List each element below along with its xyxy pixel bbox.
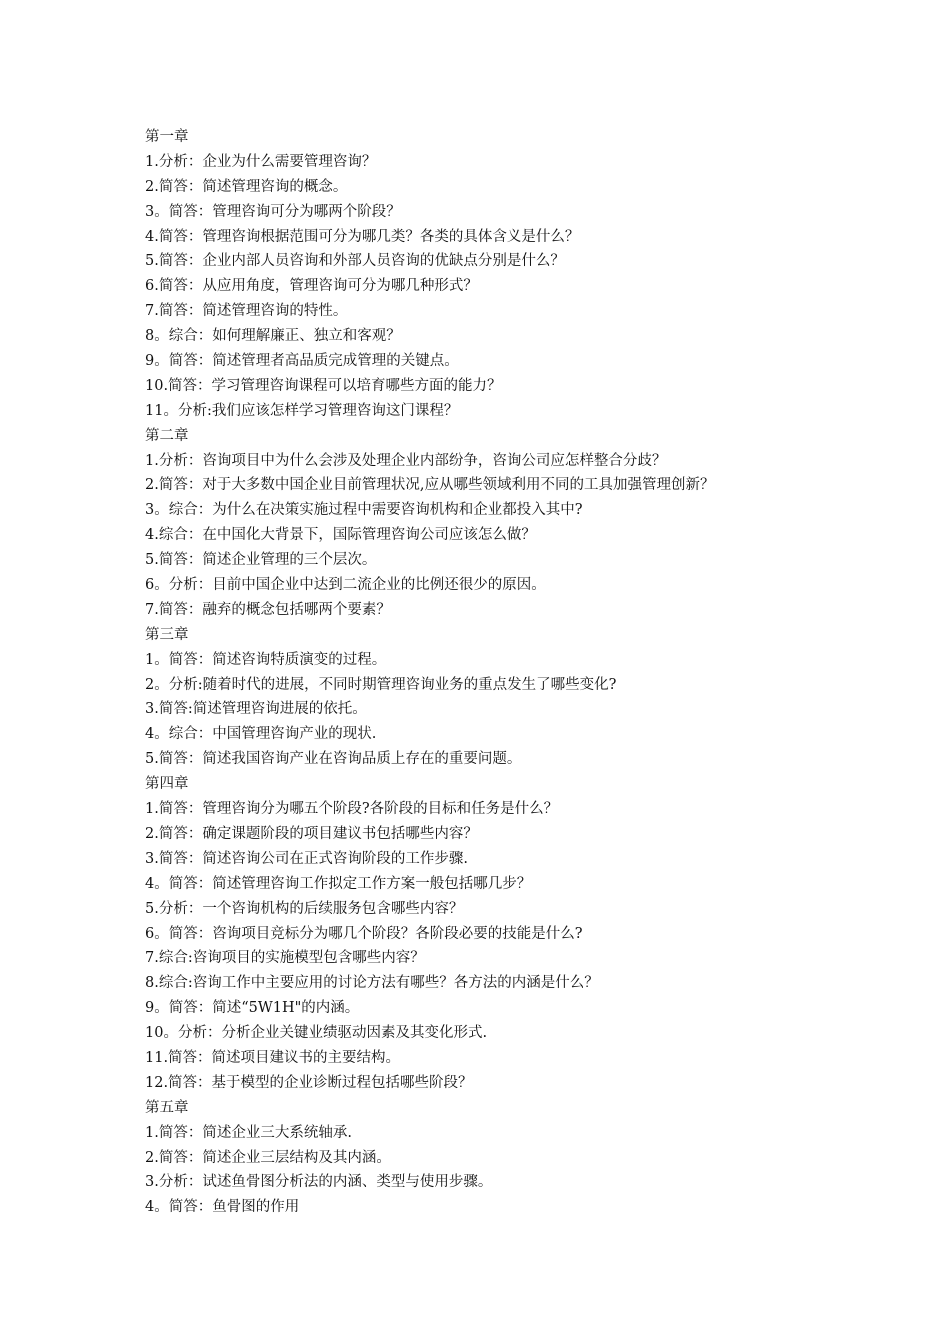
question-line: 4.简答：管理咨询根据范围可分为哪几类？各类的具体含义是什么？ [145, 228, 580, 245]
question-line: 1。简答：简述咨询特质演变的过程。 [145, 651, 387, 668]
question-line: 6。分析：目前中国企业中达到二流企业的比例还很少的原因。 [145, 577, 546, 594]
question-line: 10.简答：学习管理咨询课程可以培育哪些方面的能力？ [145, 377, 502, 394]
question-line: 5.简答：简述我国咨询产业在咨询品质上存在的重要问题。 [145, 751, 522, 768]
question-line: 8。综合：如何理解廉正、独立和客观？ [145, 328, 401, 345]
question-line: 5.简答：简述企业管理的三个层次。 [145, 552, 377, 569]
chapter-heading: 第三章 [145, 626, 189, 643]
question-line: 3。综合：为什么在决策实施过程中需要咨询机构和企业都投入其中? [145, 502, 583, 519]
question-line: 9。简答：简述管理者高品质完成管理的关键点。 [145, 353, 459, 370]
question-line: 2.简答：对于大多数中国企业目前管理状况,应从哪些领域利用不同的工具加强管理创新？ [145, 477, 715, 494]
chapter-heading: 第五章 [145, 1099, 189, 1116]
question-line: 1.简答：管理咨询分为哪五个阶段?各阶段的目标和任务是什么？ [145, 801, 559, 818]
question-line: 11.简答：简述项目建议书的主要结构。 [145, 1049, 401, 1066]
question-line: 4。综合：中国管理咨询产业的现状. [145, 726, 377, 743]
question-line: 1.简答：简述企业三大系统轴承. [145, 1124, 352, 1141]
question-line: 11。分析:我们应该怎样学习管理咨询这门课程？ [145, 402, 459, 419]
question-line: 8.综合:咨询工作中主要应用的讨论方法有哪些？各方法的内涵是什么？ [145, 975, 599, 992]
question-line: 9。简答：简述“5W1H"的内涵。 [145, 1000, 360, 1017]
question-line: 5.分析：一个咨询机构的后续服务包含哪些内容？ [145, 900, 464, 917]
question-line: 2。分析:随着时代的进展，不同时期管理咨询业务的重点发生了哪些变化? [145, 676, 617, 693]
question-line: 3。简答：管理咨询可分为哪两个阶段？ [145, 203, 401, 220]
question-line: 4。简答：鱼骨图的作用 [145, 1199, 300, 1216]
question-line: 6.简答：从应用角度，管理咨询可分为哪几种形式？ [145, 278, 478, 295]
question-list [145, 125, 825, 1220]
question-line: 1.分析：咨询项目中为什么会涉及处理企业内部纷争，咨询公司应怎样整合分歧？ [145, 452, 667, 469]
question-line: 7.简答：融弃的概念包括哪两个要素？ [145, 601, 391, 618]
question-line: 3.分析：试述鱼骨图分析法的内涵、类型与使用步骤。 [145, 1174, 493, 1191]
question-line: 5.简答：企业内部人员咨询和外部人员咨询的优缺点分别是什么？ [145, 253, 565, 270]
question-line: 7.简答：简述管理咨询的特性。 [145, 303, 348, 320]
question-line: 12.简答：基于模型的企业诊断过程包括哪些阶段？ [145, 1074, 473, 1091]
question-line: 2.简答：简述企业三层结构及其内涵。 [145, 1149, 391, 1166]
chapter-heading: 第四章 [145, 776, 189, 793]
question-line: 3.简答：简述咨询公司在正式咨询阶段的工作步骤. [145, 850, 468, 867]
question-line: 10。分析：分析企业关键业绩驱动因素及其变化形式. [145, 1025, 488, 1042]
question-line: 4。简答：简述管理咨询工作拟定工作方案一般包括哪几步？ [145, 875, 532, 892]
question-line: 4.综合：在中国化大背景下，国际管理咨询公司应该怎么做？ [145, 527, 536, 544]
question-line: 3.简答:简述管理咨询进展的依托。 [145, 701, 367, 718]
chapter-heading: 第二章 [145, 427, 189, 444]
question-line: 7.综合:咨询项目的实施模型包含哪些内容？ [145, 950, 425, 967]
question-line: 2.简答：确定课题阶段的项目建议书包括哪些内容？ [145, 825, 478, 842]
question-line: 2.简答：简述管理咨询的概念。 [145, 178, 348, 195]
question-line: 1.分析：企业为什么需要管理咨询？ [145, 153, 377, 170]
question-line: 6。简答：咨询项目竞标分为哪几个阶段？各阶段必要的技能是什么? [145, 925, 583, 942]
chapter-heading: 第一章 [145, 129, 189, 145]
